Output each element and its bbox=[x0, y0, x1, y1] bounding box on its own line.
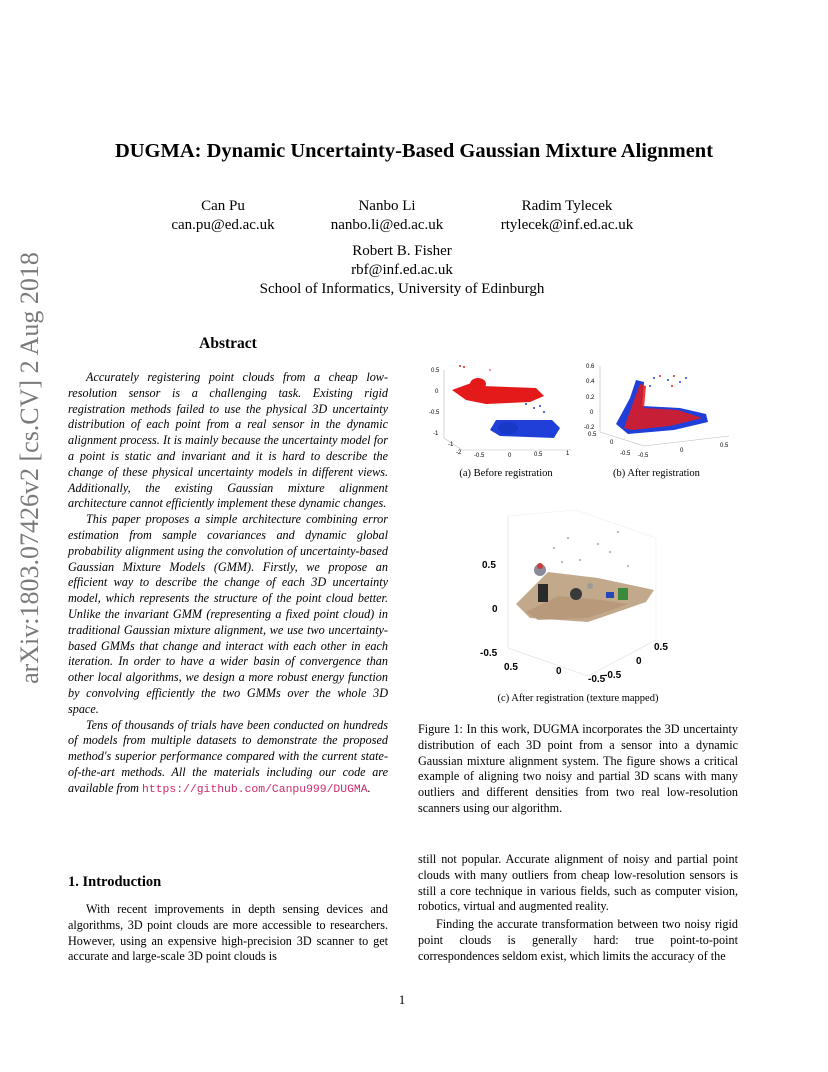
author-email: rtylecek@inf.ed.ac.uk bbox=[500, 217, 634, 233]
body-paragraph: still not popular. Accurate alignment of noisy and partial point clouds with many outliers from cheap low-resolution sensors is still a core technique in various fields, such as computer vision, robotics, virtual and augmented reality. bbox=[418, 852, 738, 914]
abstract-paragraph: Accurately registering point clouds from a cheap low-resolution sensor is a challenging task. Existing rigid registration methods failed to use the physical 3D uncertainty distribution of each point from a real sensor in the dynamic alignment process. It is mainly because the uncertainty model for a point is static and invariant and it is hard to describe the change of these physical uncertainty models in different views. Additionally, the existing Gaussian mixture alignment architecture cannot efficiently implement these dynamic changes. bbox=[68, 370, 388, 511]
tick-label: -2 bbox=[456, 450, 462, 456]
intro-body bbox=[68, 902, 388, 965]
figure-caption: Figure 1: In this work, DUGMA incorporates the 3D uncertainty distribution of each 3D point from a sensor into a dynamic Gaussian mixture alignment system. The figure shows a critical example of aligning two noisy and partial 3D scans with many outliers and different densities from two real low-resolution scanners using our algorithm. bbox=[418, 722, 738, 815]
page-number: 1 bbox=[398, 992, 406, 1007]
right-column-body bbox=[418, 852, 738, 965]
tick-label: 0 bbox=[508, 453, 512, 459]
author-name: Can Pu bbox=[201, 198, 245, 214]
tick-label: 0.5 bbox=[588, 432, 597, 438]
tick-label: -0.5 bbox=[604, 670, 622, 681]
paper-title: DUGMA: Dynamic Uncertainty-Based Gaussian Mixture Alignment bbox=[114, 140, 714, 162]
tick-label: 0.4 bbox=[586, 379, 595, 385]
figure-1a-plot bbox=[426, 358, 576, 462]
author-block bbox=[312, 197, 462, 235]
author-email: nanbo.li@ed.ac.uk bbox=[330, 217, 444, 233]
tick-label: 0 bbox=[492, 604, 498, 615]
tick-label: 1 bbox=[566, 451, 570, 457]
abstract-body bbox=[68, 370, 388, 799]
author-block bbox=[482, 197, 652, 235]
body-paragraph: Finding the accurate transformation between two noisy rigid point clouds is generally hard: true point-to-point correspondences seldom exist, which limits the accuracy of the bbox=[418, 917, 738, 963]
tick-label: -0.5 bbox=[429, 410, 440, 416]
author-name: Radim Tylecek bbox=[521, 198, 613, 214]
point-cloud-blue bbox=[498, 422, 518, 434]
tick-label: 0 bbox=[636, 656, 642, 667]
point-cloud-red bbox=[470, 378, 486, 390]
tick-label: -1 bbox=[433, 431, 439, 437]
tick-label: 0.5 bbox=[504, 662, 518, 673]
author-name: Nanbo Li bbox=[358, 198, 416, 214]
tick-label: 0.5 bbox=[534, 452, 543, 458]
abstract-paragraph: This paper proposes a simple architecture combining error estimation from sample covariances and dynamic global probability alignment using the convolution of uncertainty-based Gaussian Mixture Models (GMM). Firstly, we propose an efficient way to describe the change of each 3D uncertainty model, which represents the structure of the point cloud better. Unlike the invariant GMM (representing a fixed point cloud) in traditional Gaussian mixture alignment, we use two uncertainty-based GMMs that change and interact with each other in each iteration. In order to have a wider basin of convergence than other local algorithms, we design a more robust energy function by convolving efficiently the two GMMs over the whole 3D space. bbox=[68, 512, 388, 716]
figure-1b-plot bbox=[584, 358, 734, 462]
tick-label: 0.5 bbox=[654, 642, 668, 653]
author-block bbox=[202, 242, 602, 299]
author-block bbox=[148, 197, 298, 235]
intro-paragraph: With recent improvements in depth sensing devices and algorithms, 3D point clouds are more accessible to researchers. However, using an expensive high-precision 3D scanner to get accurate and large-scale 3D point clouds is bbox=[68, 902, 388, 964]
abstract-paragraph bbox=[68, 718, 388, 799]
abstract-text: . bbox=[367, 780, 371, 795]
abstract-text: Tens of thousands of trials have been conducted on hundreds of models from multiple datasets to demonstrate the proposed method's superior performance compared with the current state-of-the-art methods. All the materials including our code are available from bbox=[68, 717, 388, 795]
tick-label: 0.5 bbox=[720, 443, 729, 449]
tick-label: -1 bbox=[448, 442, 454, 448]
section-heading: 1. Introduction bbox=[68, 874, 162, 890]
tick-label: 0 bbox=[680, 448, 684, 454]
figure-1c-plot bbox=[478, 508, 688, 688]
tick-label: -0.2 bbox=[584, 425, 595, 431]
author-name: Robert B. Fisher bbox=[352, 243, 452, 259]
tick-label: -0.5 bbox=[474, 453, 485, 459]
tick-label: 0 bbox=[590, 410, 594, 416]
tick-label: -0.5 bbox=[620, 451, 631, 457]
affiliation: School of Informatics, University of Edinburgh bbox=[259, 281, 545, 297]
tick-label: 0.5 bbox=[431, 368, 440, 374]
tick-label: -0.5 bbox=[638, 453, 649, 459]
arxiv-id: arXiv:1803.07426v2 [cs.CV] 2 Aug 2018 bbox=[15, 252, 44, 684]
tick-label: -0.5 bbox=[480, 648, 498, 659]
subfigure-caption: (c) After registration (texture mapped) bbox=[497, 693, 659, 704]
tick-label: 0 bbox=[610, 440, 614, 446]
abstract-heading: Abstract bbox=[199, 335, 257, 352]
point-cloud-red bbox=[452, 382, 544, 404]
code-link[interactable]: https://github.com/Canpu999/DUGMA bbox=[142, 783, 368, 796]
tick-label: 0 bbox=[435, 389, 439, 395]
tick-label: 0.6 bbox=[586, 364, 595, 370]
tick-label: 0.2 bbox=[586, 395, 595, 401]
tick-label: 0.5 bbox=[482, 560, 496, 571]
author-email: can.pu@ed.ac.uk bbox=[171, 217, 275, 233]
author-email: rbf@inf.ed.ac.uk bbox=[351, 262, 453, 278]
tick-label: 0 bbox=[556, 666, 562, 677]
subfigure-caption: (a) Before registration bbox=[459, 468, 553, 479]
tick-label: -0.5 bbox=[588, 674, 606, 685]
subfigure-caption: (b) After registration bbox=[613, 468, 700, 479]
